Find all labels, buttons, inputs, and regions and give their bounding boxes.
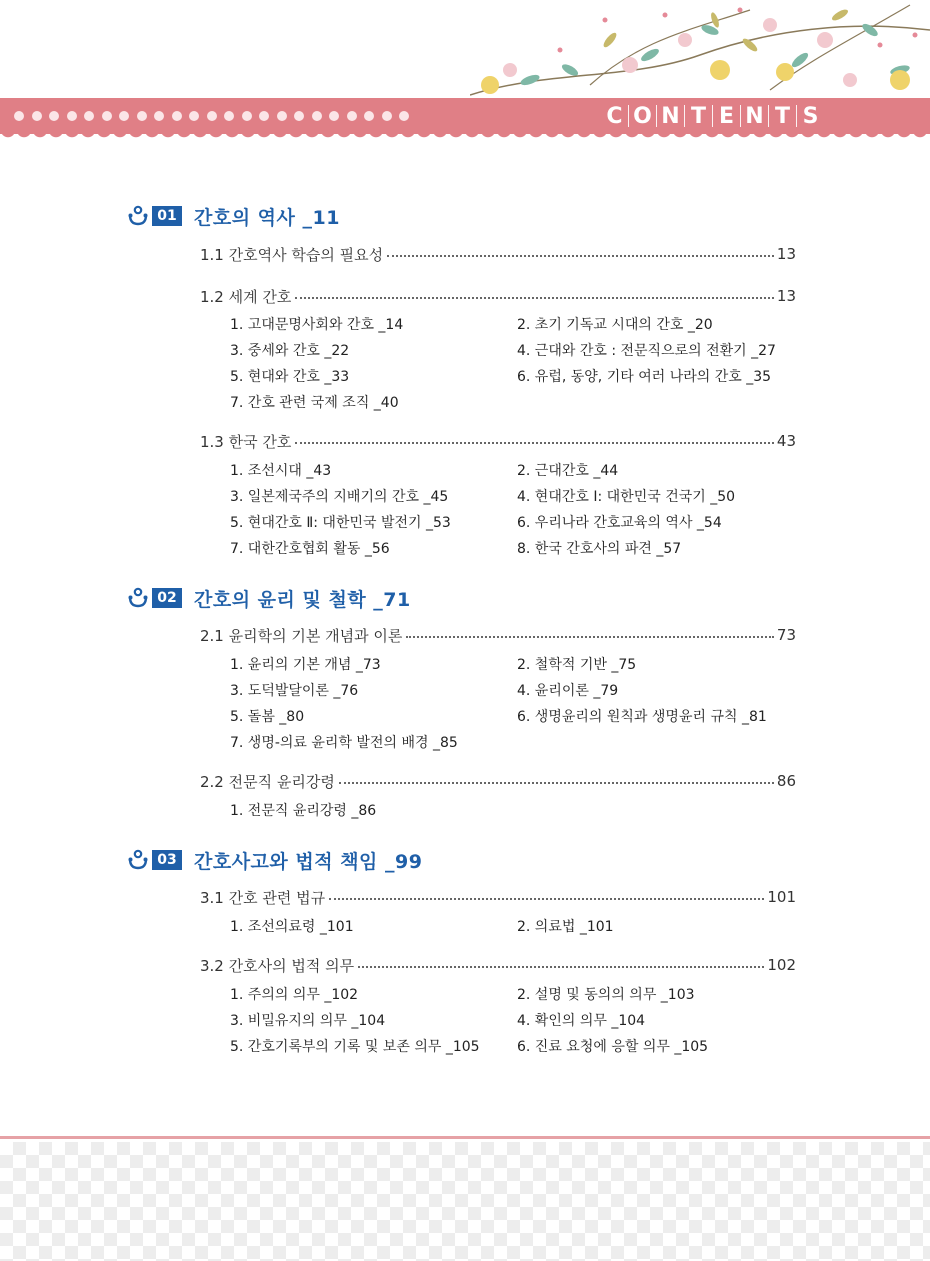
section-heading (200, 430, 796, 452)
dot-leader (406, 636, 774, 638)
toc-item: 4. 확인의 의무 _104 (517, 1013, 646, 1029)
contents-letter-divider (712, 105, 713, 127)
banner-dot (242, 111, 252, 121)
dot-leader (387, 255, 774, 257)
section-title: 2.1 윤리학의 기본 개념과 이론 (200, 626, 403, 645)
toc-item: 5. 간호기록부의 기록 및 보존 의무 _105 (230, 1039, 480, 1055)
section-page-number: 86 (776, 772, 796, 790)
toc-item: 5. 현대와 간호 _33 (230, 369, 350, 385)
toc-item: 5. 현대간호 Ⅱ: 대한민국 발전기 _53 (230, 515, 451, 531)
banner-dot (347, 111, 357, 121)
section-title: 1.2 세계 간호 (200, 287, 292, 306)
chapter-heading (128, 203, 340, 229)
dot-leader (358, 966, 764, 968)
banner-dot (277, 111, 287, 121)
contents-letter: E (718, 103, 735, 129)
chapter-title: 간호의 역사 _11 (194, 206, 340, 229)
banner-dot (207, 111, 217, 121)
chapter-number-badge: 02 (152, 588, 182, 608)
contents-letter-divider (628, 105, 629, 127)
contents-letter: T (690, 103, 706, 129)
toc-item: 1. 전문직 윤리강령 _86 (230, 803, 377, 819)
banner-dot (172, 111, 182, 121)
banner-dot (312, 111, 322, 121)
banner-dot (67, 111, 77, 121)
section-page-number: 73 (776, 626, 796, 644)
contents-letter: N (745, 103, 764, 129)
toc-item: 1. 조선의료령 _101 (230, 919, 354, 935)
chapter-title: 간호사고와 법적 책임 _99 (194, 850, 423, 873)
contents-letter-divider (768, 105, 769, 127)
banner-dots (14, 111, 409, 121)
toc-item: 3. 도덕발달이론 _76 (230, 683, 359, 699)
section-heading (200, 243, 796, 265)
section-heading (200, 624, 796, 646)
banner-dot (189, 111, 199, 121)
banner-dot (382, 111, 392, 121)
person-icon (128, 587, 148, 609)
section-title: 3.1 간호 관련 법규 (200, 888, 326, 907)
toc-item: 5. 돌봄 _80 (230, 709, 305, 725)
toc-item: 6. 우리나라 간호교육의 역사 _54 (517, 515, 722, 531)
chapter-title: 간호의 윤리 및 철학 _71 (194, 588, 411, 611)
banner-dot (399, 111, 409, 121)
footer-line (0, 1136, 930, 1139)
contents-letter-divider (684, 105, 685, 127)
toc-item: 4. 현대간호 Ⅰ: 대한민국 건국기 _50 (517, 489, 736, 505)
section-page-number: 43 (776, 432, 796, 450)
section-page-number: 102 (767, 956, 796, 974)
contents-letter-divider (656, 105, 657, 127)
banner-dot (137, 111, 147, 121)
chapter-heading (128, 847, 422, 873)
contents-letter: N (661, 103, 680, 129)
toc-item: 4. 근대와 간호 : 전문직으로의 전환기 _27 (517, 343, 776, 359)
floral-decoration (470, 0, 930, 100)
dot-leader (339, 782, 774, 784)
dot-leader (329, 898, 764, 900)
section-title: 1.1 간호역사 학습의 필요성 (200, 245, 384, 264)
toc-item: 6. 유럽, 동양, 기타 여러 나라의 간호 _35 (517, 369, 772, 385)
section-page-number: 13 (776, 245, 796, 263)
banner-dot (259, 111, 269, 121)
banner-dot (119, 111, 129, 121)
toc-item: 2. 초기 기독교 시대의 간호 _20 (517, 317, 713, 333)
toc-item: 8. 한국 간호사의 파견 _57 (517, 541, 682, 557)
dot-leader (295, 442, 774, 444)
toc-item: 1. 고대문명사회와 간호 _14 (230, 317, 404, 333)
section-title: 2.2 전문직 윤리강령 (200, 772, 335, 791)
section-title: 3.2 간호사의 법적 의무 (200, 956, 355, 975)
contents-title (601, 100, 824, 132)
banner-dot (32, 111, 42, 121)
section-title: 1.3 한국 간호 (200, 432, 292, 451)
toc-item: 2. 의료법 _101 (517, 919, 614, 935)
section-page-number: 13 (776, 287, 796, 305)
banner-dot (14, 111, 24, 121)
toc-item: 7. 생명-의료 윤리학 발전의 배경 _85 (230, 735, 458, 751)
section-heading (200, 886, 796, 908)
section-heading (200, 770, 796, 792)
toc-item: 3. 일본제국주의 지배기의 간호 _45 (230, 489, 449, 505)
toc-item: 6. 진료 요청에 응할 의무 _105 (517, 1039, 709, 1055)
toc-item: 6. 생명윤리의 원칙과 생명윤리 규칙 _81 (517, 709, 767, 725)
person-icon (128, 849, 148, 871)
banner-dot (84, 111, 94, 121)
toc-item: 4. 윤리이론 _79 (517, 683, 619, 699)
contents-letter: C (606, 103, 623, 129)
chapter-number-badge: 03 (152, 850, 182, 870)
banner-dot (102, 111, 112, 121)
banner-dot (364, 111, 374, 121)
footer-checker-pattern (0, 1142, 930, 1261)
person-icon (128, 205, 148, 227)
toc-item: 7. 대한간호협회 활동 _56 (230, 541, 390, 557)
chapter-number-badge: 01 (152, 206, 182, 226)
toc-item: 2. 근대간호 _44 (517, 463, 619, 479)
toc-item: 1. 조선시대 _43 (230, 463, 332, 479)
toc-item: 1. 주의의 의무 _102 (230, 987, 359, 1003)
section-page-number: 101 (767, 888, 796, 906)
banner-dot (329, 111, 339, 121)
banner-dot (154, 111, 164, 121)
toc-item: 7. 간호 관련 국제 조직 _40 (230, 395, 399, 411)
toc-item: 2. 설명 및 동의의 의무 _103 (517, 987, 695, 1003)
toc-item: 3. 중세와 간호 _22 (230, 343, 350, 359)
contents-letter: S (802, 103, 819, 129)
banner-dot (49, 111, 59, 121)
contents-letter: O (633, 103, 652, 129)
toc-item: 3. 비밀유지의 의무 _104 (230, 1013, 386, 1029)
contents-letter: T (774, 103, 790, 129)
contents-letter-divider (740, 105, 741, 127)
banner-dot (224, 111, 234, 121)
dot-leader (295, 297, 774, 299)
toc-item: 2. 철학적 기반 _75 (517, 657, 637, 673)
contents-letter-divider (796, 105, 797, 127)
section-heading (200, 285, 796, 307)
banner-dot (294, 111, 304, 121)
section-heading (200, 954, 796, 976)
chapter-heading (128, 585, 411, 611)
toc-item: 1. 윤리의 기본 개념 _73 (230, 657, 381, 673)
